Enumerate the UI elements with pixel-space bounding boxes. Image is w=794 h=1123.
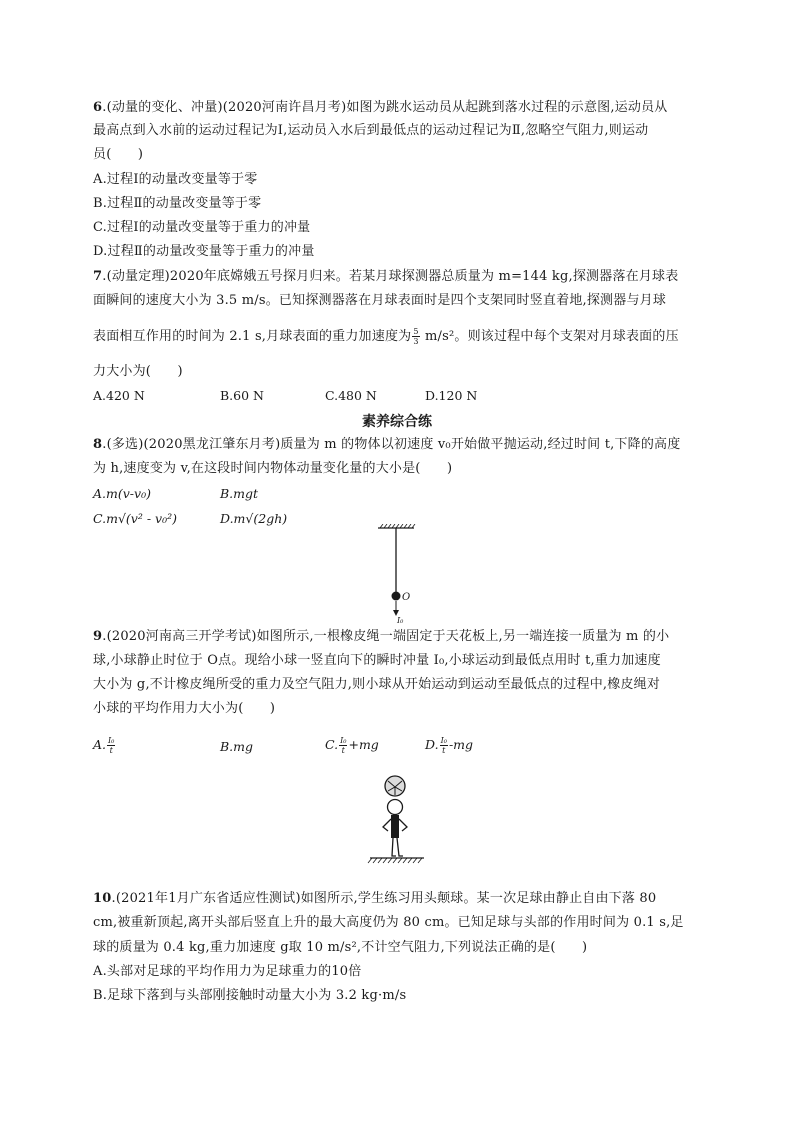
q6-option-c: C.过程Ⅰ的动量改变量等于重力的冲量 — [93, 220, 311, 235]
point-o-label: O — [402, 592, 411, 603]
q8-option-c: C.m√(v² - v₀²) — [93, 511, 177, 526]
impulse-label: I₀ — [397, 616, 404, 624]
q9-d-fraction: $\frac{\text{I₀}}{t}$ — [440, 736, 447, 755]
ball — [392, 592, 401, 601]
q9-line-1: 9.(2020河南高三开学考试)如图所示,一根橡皮绳一端固定于天花板上,另一端连接一质量为 m 的小 — [93, 629, 670, 644]
q10-number: 10 — [93, 891, 112, 906]
gravity-fraction: $\frac{5}{3}$ — [413, 327, 419, 346]
student-torso — [391, 815, 399, 838]
q8-line-1: 8.(多选)(2020黑龙江肇东月考)质量为 m 的物体以初速度 v₀开始做平抛运动,经过时间 t,下降的高度 — [93, 437, 681, 452]
q9-a-fraction: $\frac{\text{I₀}}{t}$ — [108, 736, 115, 755]
q7-line-2: 面瞬间的速度大小为 3.5 m/s。已知探测器落在月球表面时是四个支架同时竖直着地,探测器与月球 — [93, 293, 667, 308]
q9-c-fraction: $\frac{\text{I₀}}{t}$ — [340, 736, 347, 755]
q9-option-d: D. $\frac{\text{I₀}}{t}$ -mg — [425, 736, 474, 755]
q6-option-b: B.过程Ⅱ的动量改变量等于零 — [93, 196, 262, 211]
q7-line-3: 表面相互作用的时间为 2.1 s,月球表面的重力加速度为 $\frac{5}{3}$ m/s²。则该过程中每个支架对月球表面的压 — [93, 327, 679, 346]
q7-number: 7 — [93, 269, 103, 284]
q7-option-b: B.60 N — [220, 388, 264, 403]
q10-option-b: B.足球下落到与头部刚接触时动量大小为 3.2 kg·m/s — [93, 988, 407, 1003]
q9-number: 9 — [93, 629, 103, 644]
student-left-arm — [383, 819, 391, 831]
student-head — [388, 800, 403, 815]
q7-option-c: C.480 N — [325, 388, 377, 403]
q7-option-a: A.420 N — [93, 388, 145, 403]
q9-line-2: 球,小球静止时位于 O点。现给小球一竖直向下的瞬时冲量 I₀,小球运动到最低点用时 t,重力加速度 — [93, 653, 661, 668]
q10-line-1: 10.(2021年1月广东省适应性测试)如图所示,学生练习用头颠球。某一次足球由静止自由下落 80 — [93, 891, 657, 906]
q6-number: 6 — [93, 100, 103, 115]
q8-option-a: A.m(v-v₀) — [93, 486, 151, 501]
q9-option-c: C. $\frac{\text{I₀}}{t}$ +mg — [325, 736, 379, 755]
q9-option-a: A. $\frac{\text{I₀}}{t}$ — [93, 736, 115, 755]
q6-line-1: 6.(动量的变化、冲量)(2020河南许昌月考)如图为跳水运动员从起跳到落水过程的示意图,运动员从 — [93, 100, 668, 115]
q9-option-b: B.mg — [220, 739, 254, 754]
q9-line-4: 小球的平均作用力大小为( ) — [93, 701, 276, 716]
q10-line-3: 球的质量为 0.4 kg,重力加速度 g取 10 m/s²,不计空气阻力,下列说法正确的是( ) — [93, 940, 588, 955]
q9-line-3: 大小为 g,不计橡皮绳所受的重力及空气阻力,则小球从开始运动到运动至最低点的过程中,橡皮绳对 — [93, 677, 661, 692]
q7-line-1: 7.(动量定理)2020年底嫦娥五号探月归来。若某月球探测器总质量为 m=144 kg,探测器落在月球表 — [93, 269, 679, 284]
q8-number: 8 — [93, 437, 103, 452]
ground-hatch — [368, 858, 422, 863]
q6-line-3: 员( ) — [93, 147, 144, 162]
student-right-arm — [399, 819, 407, 831]
q8-option-b: B.mgt — [220, 486, 259, 501]
q6-line-2: 最高点到入水前的运动过程记为Ⅰ,运动员入水后到最低点的运动过程记为Ⅱ,忽略空气阻力,则运动 — [93, 123, 649, 138]
football — [385, 776, 405, 796]
rubber-band-figure — [366, 524, 426, 624]
section-title: 素养综合练 — [362, 414, 432, 430]
q6-option-a: A.过程Ⅰ的动量改变量等于零 — [93, 172, 258, 187]
student-left-leg — [392, 838, 396, 856]
q7-line-4: 力大小为( ) — [93, 364, 183, 379]
q8-line-2: 为 h,速度变为 v,在这段时间内物体动量变化量的大小是( ) — [93, 461, 453, 476]
q6-option-d: D.过程Ⅱ的动量改变量等于重力的冲量 — [93, 244, 315, 259]
q7-option-d: D.120 N — [425, 388, 478, 403]
q10-option-a: A.头部对足球的平均作用力为足球重力的10倍 — [93, 964, 362, 979]
student-right-leg — [397, 838, 403, 856]
q8-option-d: D.m√(2gh) — [220, 511, 288, 526]
q10-line-2: cm,被重新顶起,离开头部后竖直上升的最大高度仍为 80 cm。已知足球与头部的作用时间为 0.1 s,足 — [93, 915, 684, 930]
heading-ball-figure — [362, 772, 432, 882]
